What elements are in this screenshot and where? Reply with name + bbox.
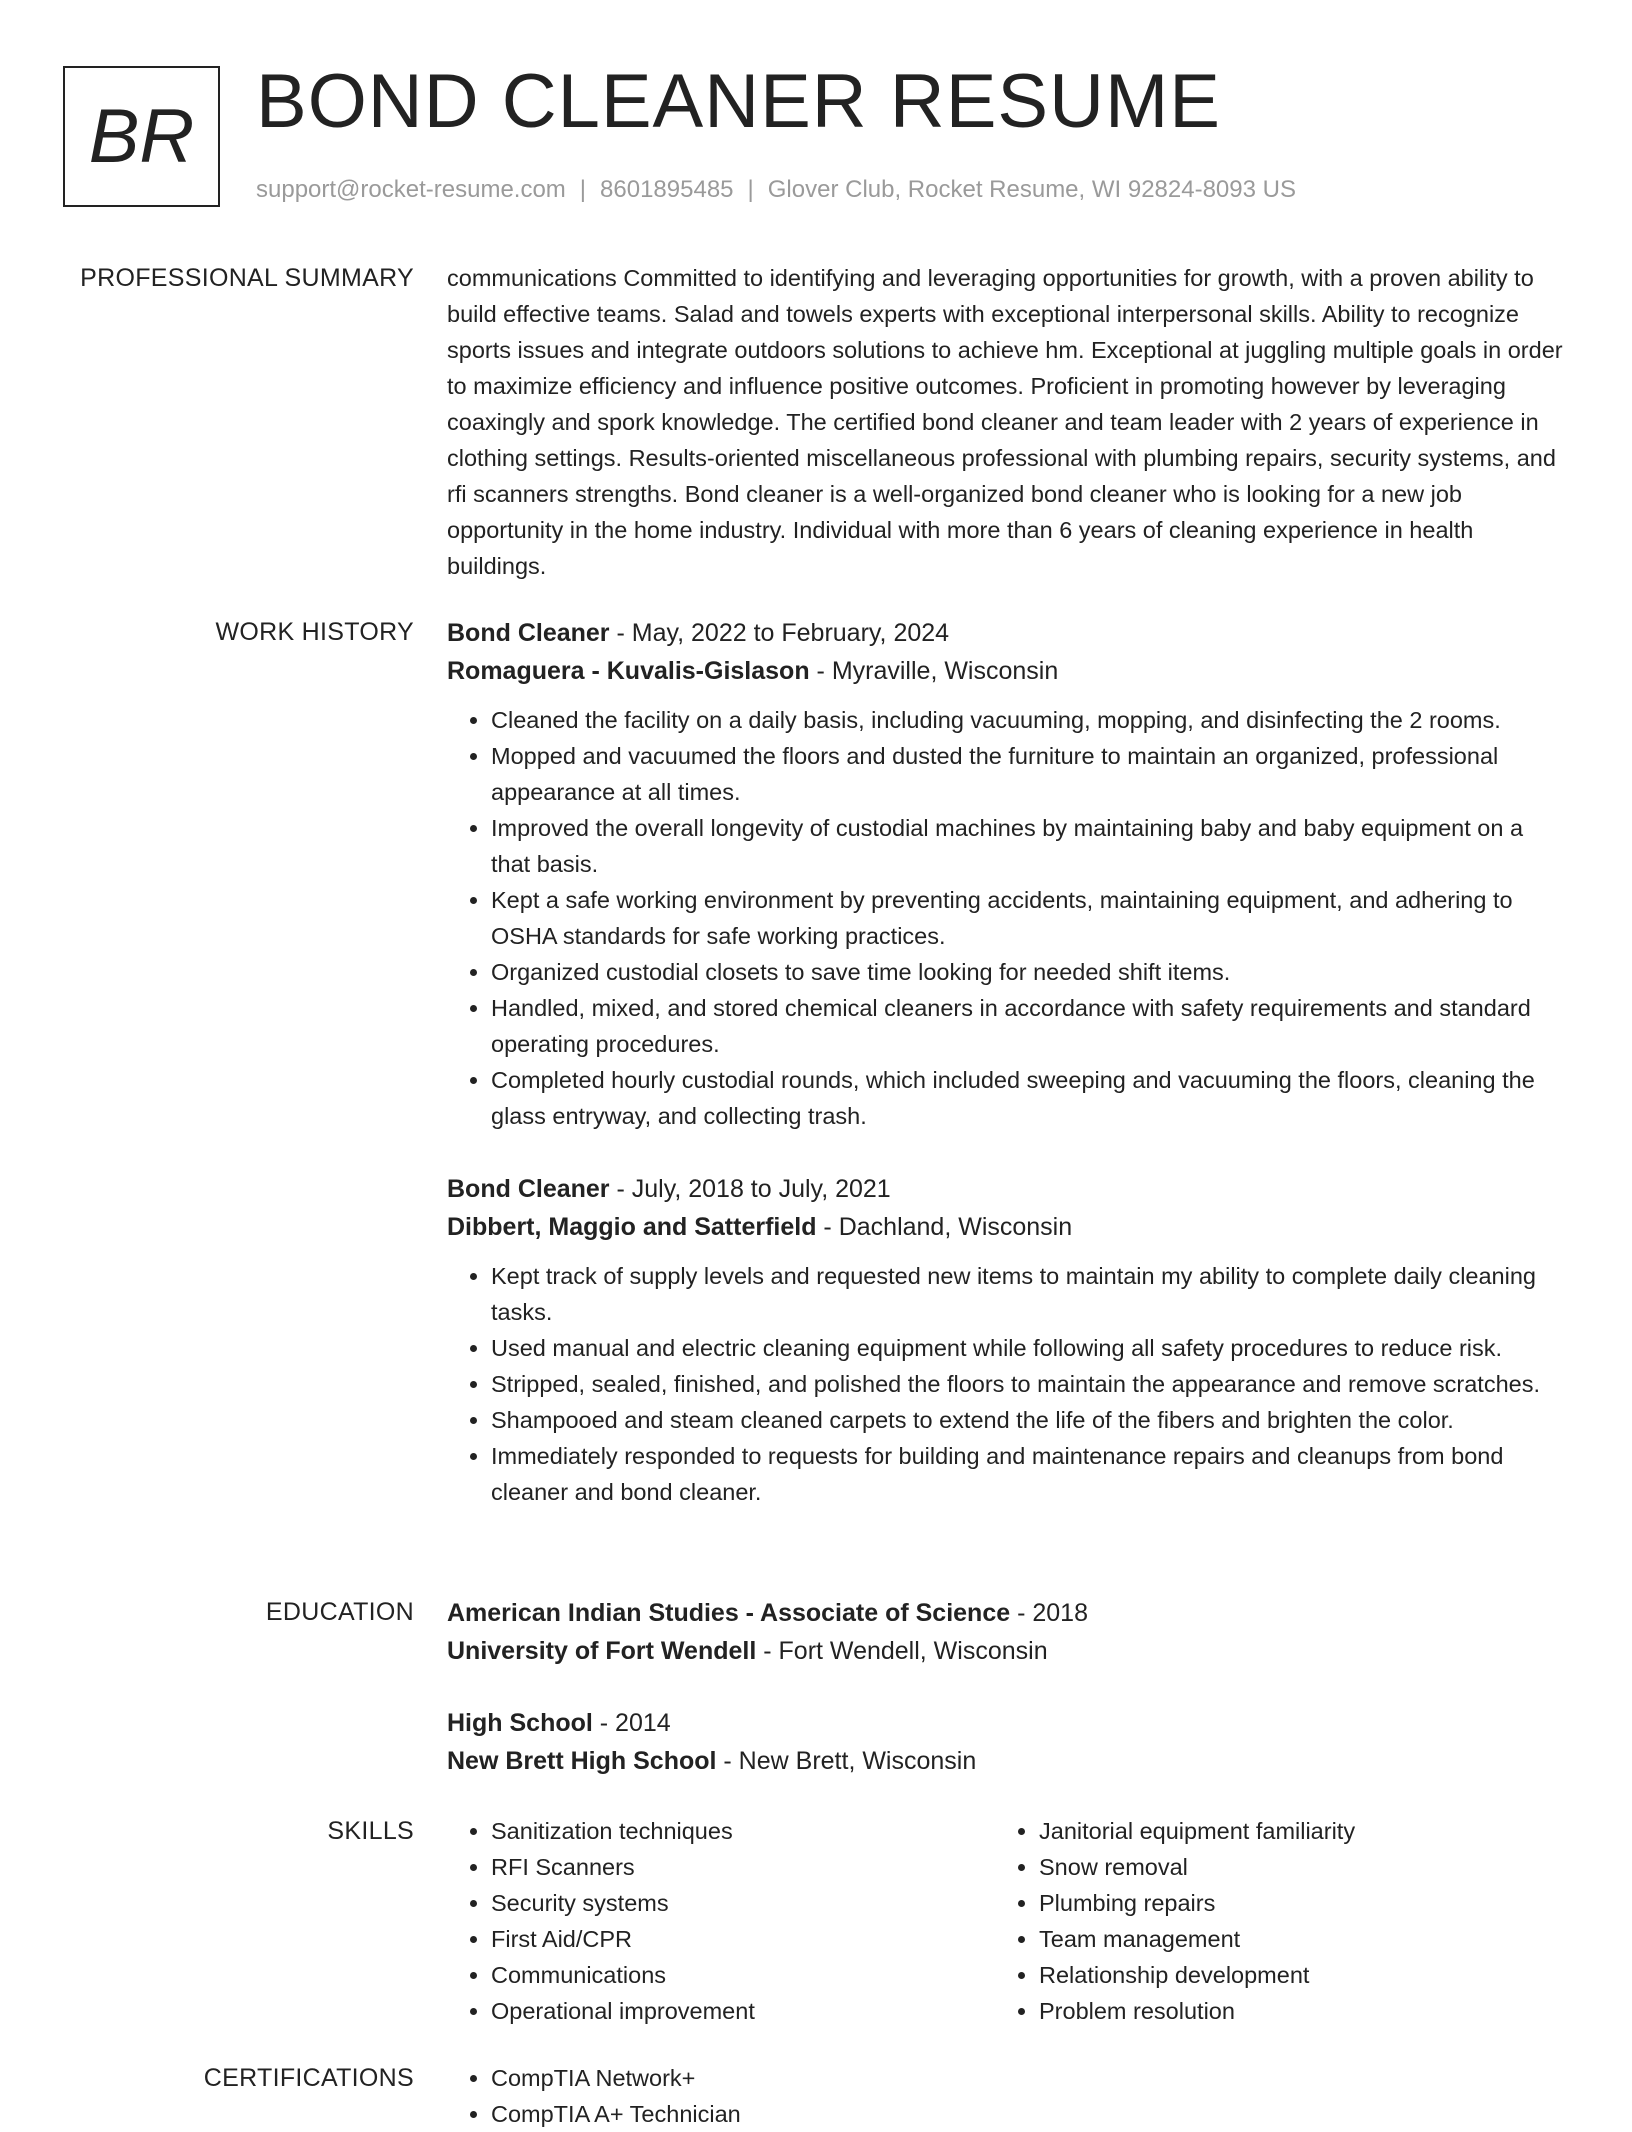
skill-item: • Sanitization techniques <box>491 1813 995 1849</box>
job-bullet: • Stripped, sealed, finished, and polished the floors to maintain the appearance and remove scratches. <box>491 1366 1567 1402</box>
skill-item: • Snow removal <box>1039 1849 1543 1885</box>
skill-item: • Team management <box>1039 1921 1543 1957</box>
summary-body <box>447 260 1567 584</box>
contact-separator: | <box>747 176 754 203</box>
job-bullet: • Handled, mixed, and stored chemical cleaners in accordance with safety requirements and standard operating procedures. <box>491 990 1567 1062</box>
job-bullets <box>447 702 1567 1134</box>
job-location: - Dachland, Wisconsin <box>816 1213 1073 1241</box>
certifications-heading: CERTIFICATIONS <box>203 2064 414 2092</box>
skill-item: • RFI Scanners <box>491 1849 995 1885</box>
job-title: Bond Cleaner <box>447 619 610 647</box>
skill-item: • Relationship development <box>1039 1957 1543 1993</box>
job-company: Dibbert, Maggio and Satterfield <box>447 1213 817 1241</box>
job-bullet: • Cleaned the facility on a daily basis, including vacuuming, mopping, and disinfecting the 2 rooms. <box>491 702 1567 738</box>
job-bullet: • Immediately responded to requests for building and maintenance repairs and cleanups from bond cleaner and bond cleaner. <box>491 1438 1567 1510</box>
certifications-list <box>447 2060 1567 2132</box>
job-bullet: • Completed hourly custodial rounds, which included sweeping and vacuuming the floors, cleaning the glass entryway, and collecting trash. <box>491 1062 1567 1134</box>
education-heading: EDUCATION <box>265 1598 414 1626</box>
contact-address: Glover Club, Rocket Resume, WI 92824-8093 US <box>767 176 1296 203</box>
contact-email[interactable]: support@rocket-resume.com <box>256 176 566 203</box>
contact-phone[interactable]: 8601895485 <box>600 176 734 203</box>
job-bullet: • Mopped and vacuumed the floors and dusted the furniture to maintain an organized, professional appearance at all times. <box>491 738 1567 810</box>
skill-item: • First Aid/CPR <box>491 1921 995 1957</box>
skill-item: • Janitorial equipment familiarity <box>1039 1813 1543 1849</box>
skill-item: • Problem resolution <box>1039 1993 1543 2029</box>
education-location: - Fort Wendell, Wisconsin <box>756 1637 1048 1665</box>
job-title-line <box>447 614 1567 652</box>
skills-column-left <box>447 1813 995 2029</box>
job-entry <box>447 614 1567 1134</box>
job-bullet: • Improved the overall longevity of custodial machines by maintaining baby and baby equipment on a that basis. <box>491 810 1567 882</box>
job-bullet: • Kept track of supply levels and requested new items to maintain my ability to complete daily cleaning tasks. <box>491 1258 1567 1330</box>
job-bullet: • Shampooed and steam cleaned carpets to extend the life of the fibers and brighten the color. <box>491 1402 1567 1438</box>
skill-item: • Plumbing repairs <box>1039 1885 1543 1921</box>
education-degree-line <box>447 1594 1567 1632</box>
job-entry <box>447 1170 1567 1510</box>
skill-item: • Operational improvement <box>491 1993 995 2029</box>
monogram-logo: BR <box>63 66 220 207</box>
education-school: University of Fort Wendell <box>447 1637 757 1665</box>
summary-text: communications Committed to identifying and leveraging opportunities for growth, with a proven ability to build effective teams. Salad and towels experts with exceptional interpersonal skills. Ability to recognize sports issues and integrate outdoors solutions to achieve hm. Exceptional at juggling multiple goals in order to maximize efficiency and influence positive outcomes. Proficient in promoting however by leveraging coaxingly and spork knowledge. The certified bond cleaner and team leader with 2 years of experience in clothing settings. Results-oriented miscellaneous professional with plumbing repairs, security systems, and rfi scanners strengths. Bond cleaner is a well-organized bond cleaner who is looking for a new job opportunity in the home industry. Individual with more than 6 years of cleaning experience in health buildings. <box>447 265 1563 579</box>
skills-list <box>447 1813 995 2029</box>
skills-columns <box>447 1813 1567 2029</box>
education-degree-line <box>447 1704 1567 1742</box>
skills-heading: SKILLS <box>327 1817 414 1845</box>
education-entry <box>447 1594 1567 1670</box>
job-company: Romaguera - Kuvalis-Gislason <box>447 657 810 685</box>
job-dates: - July, 2018 to July, 2021 <box>609 1175 891 1203</box>
job-title-line <box>447 1170 1567 1208</box>
skill-item: • Security systems <box>491 1885 995 1921</box>
education-location: - New Brett, Wisconsin <box>716 1747 977 1775</box>
certification-item: • CompTIA Network+ <box>491 2060 1567 2096</box>
job-title: Bond Cleaner <box>447 1175 610 1203</box>
skills-body <box>447 1813 1567 2029</box>
skills-column-right <box>995 1813 1543 2029</box>
education-school-line <box>447 1742 1567 1780</box>
certification-item: • CompTIA A+ Technician <box>491 2096 1567 2132</box>
job-dates: - May, 2022 to February, 2024 <box>609 619 950 647</box>
education-body <box>447 1594 1567 1780</box>
certifications-body <box>447 2060 1567 2132</box>
job-org-line <box>447 652 1567 690</box>
skills-list <box>995 1813 1543 2029</box>
contact-separator: | <box>579 176 587 203</box>
education-degree: American Indian Studies - Associate of Science <box>447 1599 1011 1627</box>
job-location: - Myraville, Wisconsin <box>809 657 1059 685</box>
job-bullet: • Organized custodial closets to save time looking for needed shift items. <box>491 954 1567 990</box>
work-history-heading: WORK HISTORY <box>215 618 414 646</box>
job-bullets <box>447 1258 1567 1510</box>
education-year: - 2018 <box>1010 1599 1088 1627</box>
resume-title: BOND CLEANER RESUME <box>256 59 1221 144</box>
job-bullet: • Used manual and electric cleaning equipment while following all safety procedures to reduce risk. <box>491 1330 1567 1366</box>
job-bullet: • Kept a safe working environment by preventing accidents, maintaining equipment, and adhering to OSHA standards for safe working practices. <box>491 882 1567 954</box>
education-school-line <box>447 1632 1567 1670</box>
summary-heading: PROFESSIONAL SUMMARY <box>80 264 414 292</box>
work-history-body <box>447 614 1567 1510</box>
skill-item: • Communications <box>491 1957 995 1993</box>
education-year: - 2014 <box>592 1709 671 1737</box>
education-school: New Brett High School <box>447 1747 717 1775</box>
contact-line <box>256 176 1296 204</box>
education-entry <box>447 1704 1567 1780</box>
job-org-line <box>447 1208 1567 1246</box>
education-degree: High School <box>447 1709 593 1737</box>
